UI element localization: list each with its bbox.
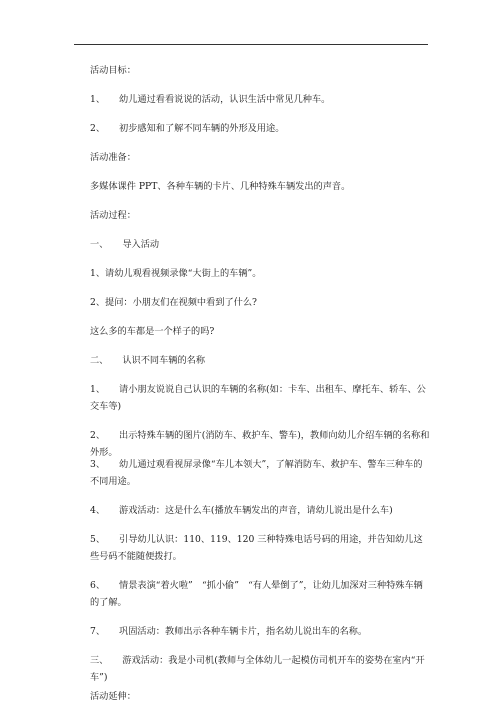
section-2-heading: 二、 认识不同车辆的名称 xyxy=(90,355,206,366)
step-2-7: 7、 巩固活动：教师出示各种车辆卡片，指名幼儿说出车的名称。 xyxy=(90,626,368,637)
step-2-2: 2、 出示特殊车辆的图片(消防车、救护车、警车)，教师向幼儿介绍车辆的名称和外形。 xyxy=(90,430,430,458)
heading-process: 活动过程： xyxy=(90,210,136,221)
step-2-3: 3、 幼儿通过观看视屏录像“车儿本领大”，了解消防车、救护车、警车三种车的不同用途。 xyxy=(90,459,423,487)
heading-preparation: 活动准备： xyxy=(90,152,136,163)
step-1-2: 2、提问：小朋友们在视频中看到了什么? xyxy=(90,297,257,308)
section-3-heading: 三、 游戏活动：我是小司机(教师与全体幼儿一起模仿司机开车的姿势在室内“开车”) xyxy=(90,655,425,683)
heading-objectives: 活动目标： xyxy=(90,65,136,76)
objective-1: 1、 幼儿通过看看说说的活动，认识生活中常见几种车。 xyxy=(90,94,331,105)
step-2-1: 1、 请小朋友说说自己认识的车辆的名称(如：卡车、出租车、摩托车、轿车、公交车等) xyxy=(90,384,426,412)
step-2-6: 6、 情景表演“着火啦” “抓小偷” “有人晕倒了”，让幼儿加深对三种特殊车辆的了解。 xyxy=(90,580,423,608)
step-1-1: 1、请幼儿观看视频录像“大街上的车辆”。 xyxy=(90,268,262,279)
objective-2: 2、 初步感知和了解不同车辆的外形及用途。 xyxy=(90,123,285,134)
header-rule xyxy=(74,44,428,45)
preparation-text: 多媒体课件 PPT、各种车辆的卡片、几种特殊车辆发出的声音。 xyxy=(90,181,351,192)
heading-extension: 活动延伸： xyxy=(90,691,136,702)
step-2-4: 4、 游戏活动：这是什么车(播放车辆发出的声音，请幼儿说出是什么车) xyxy=(90,505,393,516)
section-1-heading: 一、 导入活动 xyxy=(90,239,160,250)
step-1-3: 这么多的车都是一个样子的吗? xyxy=(90,326,215,337)
step-2-5: 5、 引导幼儿认识：110、119、120 三种特殊电话号码的用途，并告知幼儿这些号码不能随便拨打。 xyxy=(90,534,423,562)
